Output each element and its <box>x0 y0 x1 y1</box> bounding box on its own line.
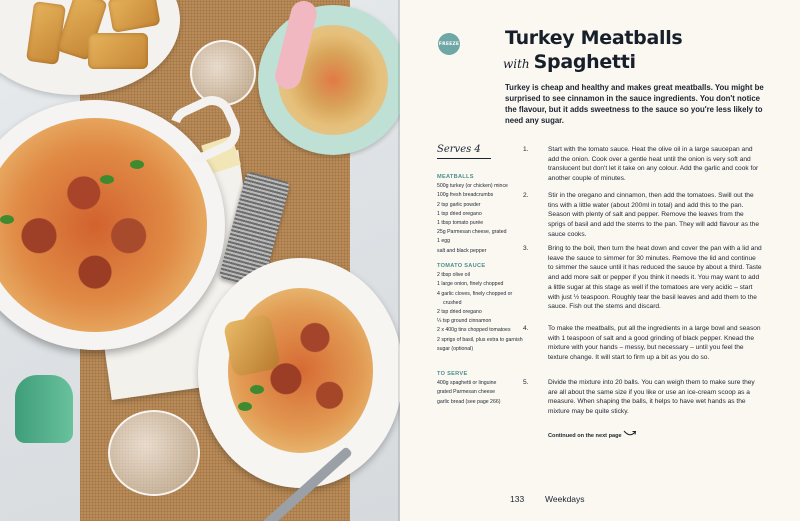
ingredient-item: 25g Parmesan cheese, grated <box>437 229 507 236</box>
step-text: Divide the mixture into 20 balls. You can weigh them to make sure they are all about the same size if you like or use an ice-cream scoop as a measure. When shaping the balls, it helps to have wet hands as the mixture may be quite sticky. <box>548 379 755 416</box>
freeze-badge: FREEZE <box>438 33 460 55</box>
step-text: Stir in the oregano and cinnamon, then add the tomatoes. Swill out the tins with a little water (about 200ml in total) and add this to the pan. Season with plenty of salt and pepper. Remove the leaves from the sprigs of basil and add the stems to the pan. They will add flavour as the sauce cooks. <box>548 192 759 238</box>
page-number: 133 <box>510 494 525 504</box>
ingredient-item: 2 tsp garlic powder <box>437 201 481 208</box>
ingredient-item: 2 tsp dried oregano <box>437 309 482 316</box>
ingredient-item: 1 large onion, finely chopped <box>437 281 504 288</box>
ingredient-item: 2 x 400g tins chopped tomatoes <box>437 327 511 334</box>
basil-leaf <box>238 402 252 411</box>
ingredient-item: 100g fresh breadcrumbs <box>437 192 494 199</box>
ingredients-heading: TOMATO SAUCE <box>437 263 486 269</box>
ingredient-item: grated Parmesan cheese <box>437 389 495 396</box>
salt-shaker <box>15 375 73 443</box>
method-step <box>523 378 763 417</box>
curved-arrow-icon <box>623 428 637 438</box>
method-step <box>523 191 763 240</box>
continued-note: Continued on the next page <box>548 433 622 439</box>
recipe-title: Turkey Meatballs <box>505 27 683 49</box>
ingredient-item: garlic bread (see page 266) <box>437 398 501 405</box>
meatballs-in-sauce <box>0 118 207 332</box>
method-step <box>523 145 763 184</box>
ingredient-item: ¼ tsp ground cinnamon <box>437 318 492 325</box>
garlic-bread-slice <box>88 33 148 69</box>
ingredient-item: 1 egg <box>437 238 450 245</box>
ingredient-item: 500g turkey (or chicken) mince <box>437 183 508 190</box>
ingredient-item: 2 sprigs of basil, plus extra to garnish <box>437 336 523 343</box>
ingredient-item: sugar (optional) <box>437 345 474 352</box>
step-number: 3. <box>523 245 529 252</box>
ingredient-item: 2 tbsp olive oil <box>437 272 470 279</box>
ingredients-heading: MEATBALLS <box>437 174 474 180</box>
step-number: 2. <box>523 192 529 199</box>
step-text: Start with the tomato sauce. Heat the olive oil in a large saucepan and add the onion. Cook over a gentle heat until the onion is very soft and translucent but don't let it take on any colour. Add the garlic and cook for another couple of minutes. <box>548 146 759 183</box>
title-spaghetti: Spaghetti <box>533 51 636 73</box>
step-number: 5. <box>523 379 529 386</box>
ingredient-item: 400g spaghetti or linguine <box>437 380 497 387</box>
serving-plate <box>198 258 400 488</box>
ingredient-item: 4 garlic cloves, finely chopped or crushed <box>437 290 513 306</box>
method-step <box>523 324 763 363</box>
ingredient-item: 1 tsp dried oregano <box>437 210 482 217</box>
ingredient-item: salt and black pepper <box>437 247 487 254</box>
section-name: Weekdays <box>545 494 585 504</box>
step-number: 4. <box>523 325 529 332</box>
step-number: 1. <box>523 146 529 153</box>
water-glass <box>190 40 256 106</box>
ingredients-heading: TO SERVE <box>437 371 468 377</box>
garlic-bread-slice <box>107 0 160 33</box>
step-text: To make the meatballs, put all the ingredients in a large bowl and season with 1 teaspoon of salt and a good grinding of black pepper. Knead the mixture with your hands – messy, but necessary – until you feel the texture change. It will start to firm up a bit as you do so. <box>548 325 761 362</box>
ingredients-serve <box>437 370 532 407</box>
garlic-bread-slice <box>26 1 66 65</box>
ingredient-item: 1 tbsp tomato purée <box>437 220 484 227</box>
basil-leaf <box>250 385 264 394</box>
recipe-title-line2 <box>503 51 636 73</box>
title-with: with <box>503 57 530 71</box>
serves-underline <box>437 158 491 159</box>
basil-leaf <box>130 160 144 169</box>
recipe-intro: Turkey is cheap and healthy and makes great meatballs. You might be surprised to see cinnamon in the sauce ingredients. You don't notice the flavour, but it adds sweetness to the sauce so you're less likely to need any sugar. <box>505 83 764 125</box>
ingredients-meatballs <box>437 173 532 256</box>
serves-label: Serves 4 <box>437 144 481 155</box>
step-text: Bring to the boil, then turn the heat down and cover the pan with a lid and leave the sauce to simmer for 30 minutes. Remove the lid and continue to simmer the sauce until it has reduced the sauce by about a third. Taste and add more salt or pepper if you think it needs it. You may want to add a little sugar at this stage as well if the tomatoes are very acidic – start with just ½ teaspoon. Roughly tear the basil leaves and add them to the sauce. Fish out the stems and discard. <box>548 245 762 311</box>
water-glass-2 <box>108 410 200 496</box>
basil-leaf <box>100 175 114 184</box>
method-step <box>523 244 763 312</box>
ingredients-sauce <box>437 262 532 354</box>
basil-leaf <box>0 215 14 224</box>
